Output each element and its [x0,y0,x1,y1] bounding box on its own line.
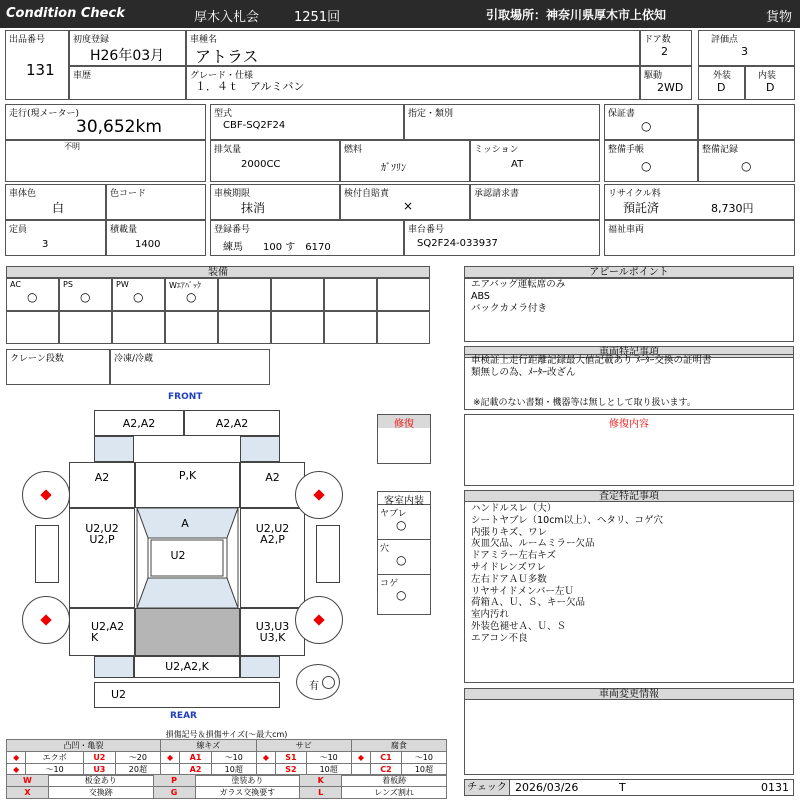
score-label: 評価点 [711,35,739,45]
equipment-cell [218,311,271,344]
check-row [464,779,794,796]
warranty-blank-cell [698,104,795,140]
plate-label: 登録番号 [214,225,251,235]
freezer-label: 冷凍/冷蔵 [114,354,154,364]
code-key: G [153,787,195,799]
legend-title: 損傷記号＆損傷サイズ(～最大cm) [165,730,288,739]
inspection-cell [210,184,340,220]
recycle-fee: 8,730円 [711,202,754,215]
legend-code: S2 [276,764,306,776]
equipment-label: PW [116,280,129,289]
legend-code: C1 [371,752,402,764]
equipment-cell [271,311,324,344]
header-auction: 厚木入札会 [194,10,260,25]
record: ○ [741,159,752,173]
appeal-box [464,278,794,342]
code-key: K [300,775,342,787]
int-grade: D [766,81,775,94]
equipment-title: 装備 [6,266,430,278]
fender-right-panel: A2 [240,462,305,508]
equipment-cell [59,311,112,344]
mission: AT [511,159,524,170]
displacement-cell [210,140,340,182]
interior-divider [378,574,430,575]
vehicle-notes-lines [471,355,712,379]
fender-left-panel: A2 [69,462,135,508]
legend-cell: ～10 [26,764,83,776]
cargo-floor-panel [135,608,240,656]
mileage-cell [5,104,206,140]
legend-cell: ～20 [115,752,160,764]
inspection-notes-title: 査定特記事項 [464,490,794,502]
left-rear-lamp [94,656,134,678]
interior-item-mark: ○ [396,553,407,567]
int-label: 内装 [758,71,777,81]
drive-cell [640,66,692,100]
mileage-note-cell [5,140,206,182]
code-value: 着板跡 [342,775,447,787]
score: 3 [741,45,748,58]
interior-item-mark: ○ [396,518,407,532]
history-cell [69,66,186,100]
inspection-label: 車検期限 [214,189,251,199]
legend-cell: 10超 [211,764,256,776]
load: 1400 [135,239,161,250]
appeal-lines [471,279,565,314]
grade-label: グレード・仕様 [190,71,254,81]
fuel-cell [340,140,470,182]
text-line: 荷箱Ａ、Ｕ、Ｓ、キー欠品 [471,597,586,609]
text-line: シートヤブレ（10cm以上）、ヘタリ、コゲ穴 [471,514,663,526]
door-right-panel: U2,U2 A2,P [240,508,305,608]
first-reg-cell [69,30,186,66]
legend-cell: ～10 [211,752,256,764]
approval-cell [470,184,600,220]
spare-tire-label: 有 [309,681,319,692]
front-left-panel: A2,A2 [94,410,184,436]
equipment-mark: ○ [27,290,38,304]
equipment-cell [6,311,59,344]
recycle-label: リサイクル料 [608,189,661,199]
crane-cell [6,349,110,385]
header-bar [0,0,800,28]
equipment-label: AC [10,280,21,289]
doors-cell [640,30,692,66]
code-key: X [7,787,49,799]
lot-number: 131 [26,61,55,79]
text-line: バックカメラ付き [471,302,548,314]
code-value: 塗装あり [195,775,300,787]
damage-legend-table [6,739,447,776]
check-divider [509,780,510,795]
legend-cell: 20超 [115,764,160,776]
interior-item-label: 穴 [380,544,390,554]
text-line: 室内汚れ [471,609,510,621]
equipment-grid [6,278,430,344]
inspection: 抹消 [241,201,266,215]
interior-item-label: ヤブレ [380,509,407,519]
code-value: レンズ割れ [342,787,447,799]
chassis-cell [404,220,600,256]
mission-label: ミッション [474,145,519,155]
record-label: 整備記録 [702,145,739,155]
repair-title: 修復内容 [609,419,649,430]
text-line: 外装色褪せＡ、Ｕ、Ｓ [471,620,567,632]
text-line: エアバッグ運転席のみ [471,279,566,290]
designation-cell [404,104,600,140]
equipment-cell [377,278,430,311]
legend-marker: ◆ [351,752,370,764]
windshield-panel: A [181,517,189,530]
designation-label: 指定・類別 [408,109,454,119]
legend-cell: ～10 [401,752,446,764]
equipment-label: PS [63,280,73,289]
interior-item-mark: ○ [396,588,407,602]
header-pickup: 引取場所：神奈川県厚木市上依知 [486,8,667,22]
equipment-cell [165,311,218,344]
interior-title: 客室内装 [378,492,430,505]
vehicle-notes-box [464,354,794,410]
equipment-cell [6,278,59,311]
capacity: 3 [42,239,49,250]
warranty-label: 保証書 [608,109,636,119]
rear-panel: U2,A2,K [134,656,240,678]
fuel-label: 燃料 [344,145,363,155]
manual: ○ [641,159,652,173]
record-cell [698,140,795,182]
equipment-cell [324,311,377,344]
legend-marker: ◆ [256,752,275,764]
self-ins-cell [340,184,470,220]
score-cell [698,30,795,66]
model: CBF-SQ2F24 [223,120,286,131]
equipment-mark: ○ [186,290,197,304]
crane-label: クレーン段数 [10,354,64,364]
text-line: エアコン不良 [471,632,528,644]
model-cell [210,104,404,140]
mileage-label: 走行(現メーター) [9,109,80,119]
ext-grade: D [717,81,726,94]
check-label: チェック [465,780,509,795]
left-mirror [35,525,59,583]
int-cell [745,66,795,100]
legend-cell: ～10 [306,752,351,764]
code-key: W [7,775,49,787]
doors-label: ドア数 [644,35,671,45]
legend-group-rust: サビ [256,740,351,752]
code-value: ガラス交換要す [195,787,300,799]
equipment-cell [271,278,324,311]
equipment-cell [324,278,377,311]
equipment-cell [377,311,430,344]
legend-group-scratch: 線キズ [160,740,256,752]
history-label: 車歴 [73,71,92,81]
spare-tire [296,664,340,700]
check-date: 2026/03/26 [515,781,579,794]
vehicle-notes-footer: ※記載のない書類・機器等は無しとして取り扱います。 [473,398,696,408]
fuel: ｶﾞｿﾘﾝ [381,163,406,174]
vehicle-notes-title: 車両特記事項 [464,346,794,358]
welfare-label: 福祉車両 [608,225,645,235]
model-label: 型式 [214,109,233,119]
color-code-cell [106,184,206,220]
rear-left-panel: U2,A2 K [69,608,135,656]
code-value: 交換跡 [48,787,153,799]
legend-code: U3 [83,764,115,776]
legend-code: A1 [180,752,211,764]
body-color-cell [5,184,106,220]
legend-group-corrosion: 腐食 [351,740,446,752]
capacity-label: 定員 [9,225,28,235]
approval-label: 承認請求書 [474,189,520,199]
color-code-label: 色コード [110,189,147,199]
inspection-notes-box [464,501,794,683]
appeal-title: アピールポイント [464,266,794,278]
plate: 練馬 100 す 6170 [223,242,331,253]
equipment-cell [112,311,165,344]
displacement-label: 排気量 [214,145,242,155]
body-color: 白 [52,201,65,215]
ext-label: 外装 [713,71,732,81]
door-left-panel: U2,U2 U2,P [69,508,135,608]
drive: 2WD [657,81,684,94]
code-key: P [153,775,195,787]
text-line: ABS [471,290,490,302]
grade-cell [186,66,640,100]
interior-item-label: コゲ [380,579,399,589]
header-category: 貨物 [766,10,793,25]
equipment-cell [112,278,165,311]
chassis-label: 車台番号 [408,225,445,235]
front-label: FRONT [168,392,203,402]
chassis: SQ2F24-033937 [417,238,498,249]
code-value: 板金あり [48,775,153,787]
change-info-title: 車両変更情報 [464,688,794,700]
legend-cell: 10超 [401,764,446,776]
interior-box [377,491,431,615]
text-line: サイドレンズワレ [471,561,546,573]
mission-cell [470,140,600,182]
equipment-label: Wｴｱﾊﾞｯｸ [169,281,201,290]
change-info-box [464,699,794,775]
capacity-cell [5,220,106,256]
car-name-cell [186,30,640,66]
inspection-notes-lines [471,503,663,645]
legend-code: A2 [180,764,211,776]
warranty: ○ [641,119,652,133]
displacement: 2000CC [241,159,281,170]
front-right-wheel [295,471,343,519]
legend-marker: ◆ [160,752,179,764]
legend-cell: 10超 [306,764,351,776]
repair-side-box [377,414,431,464]
text-line: ハンドルスレ（大） [471,503,557,514]
welfare-cell [604,220,795,256]
rear-label: REAR [170,711,197,721]
text-line: 車検証上走行距離記録最大値記載あり ﾒｰﾀｰ交換の証明書 [471,355,712,366]
hood-panel: P,K [135,462,240,508]
recycle-cell [604,184,795,220]
legend-code: C2 [371,764,402,776]
manual-cell [604,140,698,182]
car-name: アトラス [195,47,259,66]
drive-label: 駆動 [644,71,663,81]
spare-tire-icon [322,676,335,689]
code-legend-table [6,774,447,799]
load-cell [106,220,206,256]
front-left-wheel [22,471,70,519]
repair-side-label: 修復 [378,415,430,428]
recycle-status: 預託済 [623,201,660,215]
roof-panel: U2 [170,549,186,562]
text-line: リヤサイドメンバー左Ｕ [471,585,574,597]
mileage: 30,652km [76,117,162,137]
body-color-label: 車体色 [9,189,37,199]
check-code: T [619,781,626,794]
legend-group-dent: 凸凹・亀裂 [7,740,161,752]
legend-code: U2 [83,752,115,764]
freezer-cell [110,349,270,385]
interior-divider [378,539,430,540]
legend-marker: ◆ [7,764,26,776]
load-label: 積載量 [110,225,138,235]
text-line: 内張りキズ、ワレ [471,526,548,538]
doors: 2 [661,45,668,58]
warranty-cell [604,104,698,140]
first-reg: H26年03月 [90,48,165,64]
header-session: 1251回 [294,10,341,25]
equipment-cell [165,278,218,311]
plate-cell [210,220,404,256]
equipment-cell [59,278,112,311]
header-title: Condition Check [6,6,125,21]
lot-cell [5,30,69,100]
right-rear-lamp [240,656,280,678]
code-key: L [300,787,342,799]
self-ins: × [403,199,414,213]
right-mirror [316,525,340,583]
text-line: ドアミラー左右キズ [471,550,557,562]
right-lamp [240,436,280,462]
rear-right-wheel [295,596,343,644]
legend-code: S1 [276,752,306,764]
text-line: 左右ドアＡＵ多数 [471,573,547,585]
bumper-panel: U2 [94,682,280,708]
equipment-cell [218,278,271,311]
self-ins-label: 検付自賠責 [344,189,390,199]
car-name-label: 車種名 [190,35,218,45]
grade: １．４ｔ アルミバン [195,80,305,93]
left-lamp [94,436,134,462]
mileage-note: 不明 [64,142,80,151]
rear-right-panel: U3,U3 U3,K [240,608,305,656]
legend-cell: エクボ [26,752,83,764]
equipment-mark: ○ [133,290,144,304]
lot-label: 出品番号 [9,35,46,45]
first-reg-label: 初度登録 [73,35,110,45]
rear-left-wheel [22,596,70,644]
repair-box [464,414,794,486]
text-line: 類無しの為、ﾒｰﾀｰ改ざん [471,366,576,378]
text-line: 灰皿欠品、ルームミラー欠品 [471,538,595,550]
legend-marker: ◆ [7,752,26,764]
manual-label: 整備手帳 [608,145,645,155]
ext-cell [698,66,745,100]
equipment-mark: ○ [80,290,91,304]
front-right-panel: A2,A2 [184,410,280,436]
check-number: 0131 [761,781,789,794]
